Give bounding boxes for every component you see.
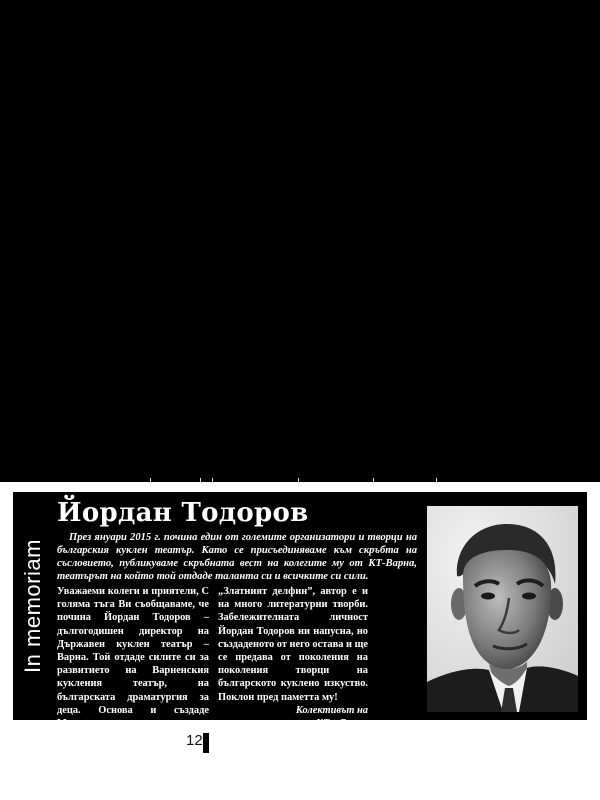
article-intro: През януари 2015 г. почина един от големите организатори и творци на българския куклен театър. Като се присъединяваме към скръбта на съсловието, публикуваме скръбната вест на колегите му от КТ-Варна, театърът на който той отдаде таланта си и всичките си сили.	[57, 532, 417, 582]
print-specks	[0, 478, 600, 484]
speck	[200, 478, 201, 482]
section-label-in: In	[20, 646, 45, 673]
column-right-text: „Златният делфин”, автор е и на много литературни творби. Забележителната личност Йордан Тодоров ни напусна, но създаденото от него остава и ще се предава от поколения на поколения творци на българското куклено изкуство. Поклон пред паметта му!	[218, 586, 368, 703]
speck	[298, 478, 299, 482]
speck	[436, 478, 437, 482]
page-number: 12	[186, 732, 203, 749]
portrait-photo	[427, 506, 578, 712]
page-number-bar	[203, 733, 209, 753]
speck	[373, 478, 374, 482]
signature-line-2: КТ – Варна	[315, 718, 368, 730]
article-column-right	[218, 585, 368, 730]
article-title: Йордан Тодоров	[57, 498, 309, 528]
portrait-illustration	[427, 506, 578, 712]
section-label-memoriam: memoriam	[20, 539, 45, 647]
article-column-left: Уважаеми колеги и приятели, С голяма тъга Ви съобщаваме, че почина Йордан Тодоров – дългогодишен директор на Държавен куклен театър – Варна. Той отдаде силите си за развитието на Варненския кукления театър, на българската драматургия за деца. Основа и създаде Международният куклен фестивал	[57, 586, 209, 743]
signature-line-1: Колективът на	[295, 704, 368, 716]
speck	[212, 478, 213, 482]
section-label	[13, 492, 53, 720]
speck	[150, 478, 151, 482]
